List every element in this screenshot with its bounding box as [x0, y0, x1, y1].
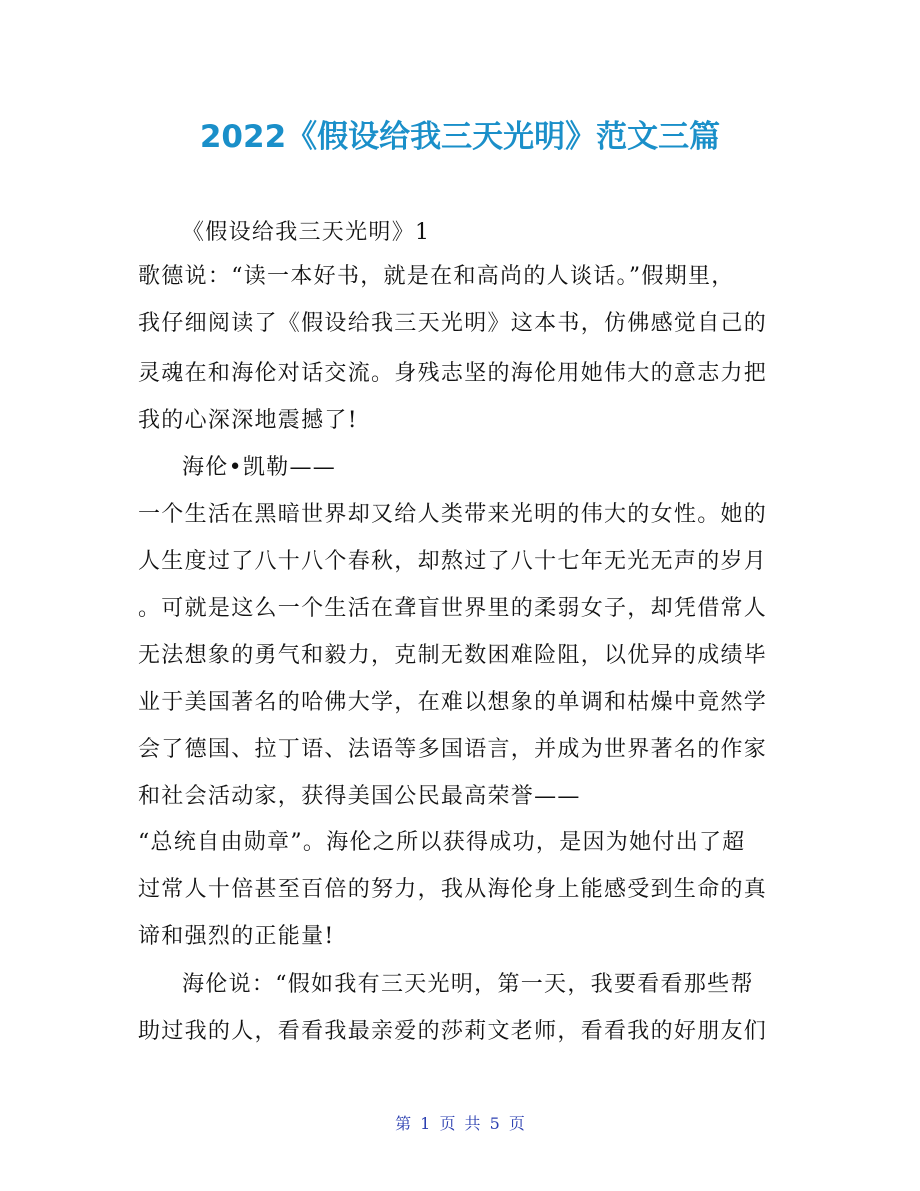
text-line: 我的心深深地震撼了!: [138, 408, 358, 433]
text-line: 灵魂在和海伦对话交流。身残志坚的海伦用她伟大的意志力把: [138, 361, 768, 386]
text-line: 谛和强烈的正能量!: [138, 924, 335, 949]
text-line: 我仔细阅读了《假设给我三天光明》这本书，仿佛感觉自己的: [138, 311, 768, 336]
section-heading: 《假设给我三天光明》1: [182, 220, 431, 245]
text-line: 过常人十倍甚至百倍的努力，我从海伦身上能感受到生命的真: [138, 877, 768, 902]
text-line: “总统自由勋章”。海伦之所以获得成功，是因为她付出了超: [138, 830, 746, 855]
text-line: 海伦•凯勒——: [182, 455, 337, 480]
text-line: 无法想象的勇气和毅力，克制无数困难险阻，以优异的成绩毕: [138, 643, 768, 668]
document-title: 2022《假设给我三天光明》范文三篇: [199, 119, 721, 155]
text-line: 人生度过了八十八个春秋，却熬过了八十七年无光无声的岁月: [138, 549, 768, 574]
text-line: 和社会活动家，获得美国公民最高荣誉——: [138, 784, 581, 809]
text-line: 助过我的人，看看我最亲爱的莎莉文老师，看看我的好朋友们: [138, 1019, 768, 1044]
text-line: 歌德说：“读一本好书，就是在和高尚的人谈话。”假期里，: [138, 264, 735, 289]
text-line: 会了德国、拉丁语、法语等多国语言，并成为世界著名的作家: [138, 737, 768, 762]
page-footer: 第 1 页 共 5 页: [395, 1114, 525, 1133]
text-line: 。可就是这么一个生活在聋盲世界里的柔弱女子，却凭借常人: [138, 596, 768, 621]
text-line: 海伦说：“假如我有三天光明，第一天，我要看看那些帮: [182, 972, 754, 997]
text-line: 业于美国著名的哈佛大学，在难以想象的单调和枯燥中竟然学: [138, 690, 768, 715]
text-line: 一个生活在黑暗世界却又给人类带来光明的伟大的女性。她的: [138, 502, 768, 527]
